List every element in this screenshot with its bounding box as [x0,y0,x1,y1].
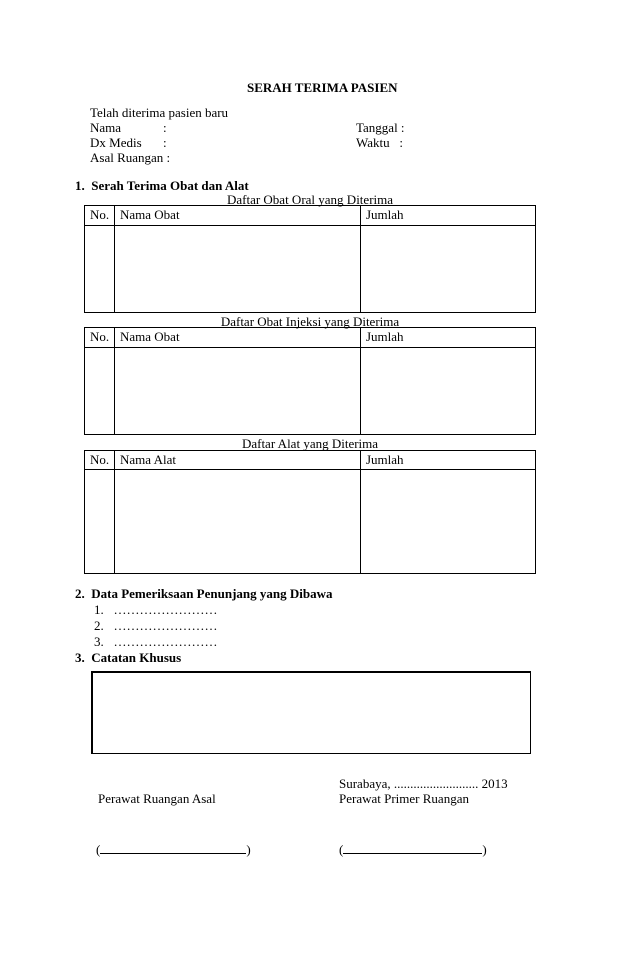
header-no: No. [85,451,115,470]
header-quantity: Jumlah [361,206,536,226]
tools-table-caption: Daftar Alat yang Diterima [241,436,379,451]
oral-medicine-table [84,205,536,313]
place-date: Surabaya, .......................... 2013 [339,776,508,791]
table-row [85,470,536,574]
list-item[interactable]: 1. …………………… [94,602,218,617]
injection-medicine-table [84,327,536,435]
section3-heading: 3. Catatan Khusus [75,650,182,665]
origin-label: Asal Ruangan : [90,150,171,165]
dx-colon: : [163,135,167,150]
cell-tool-name[interactable] [115,470,361,574]
dx-label: Dx Medis [90,135,142,150]
header-quantity: Jumlah [361,451,536,470]
header-no: No. [85,328,115,348]
header-medicine-name: Nama Obat [115,328,361,348]
signature-underline [343,841,482,854]
table-header-row [85,328,536,348]
table-row [85,226,536,313]
cell-quantity[interactable] [361,348,536,435]
special-notes-box[interactable] [91,671,531,754]
section2-heading: 2. Data Pemeriksaan Penunjang yang Dibawa [75,586,333,601]
close-paren: ) [482,842,487,857]
left-signature-line[interactable] [96,841,251,857]
cell-quantity[interactable] [361,226,536,313]
cell-no[interactable] [85,470,115,574]
right-signature-line[interactable] [339,841,487,857]
tools-table [84,450,536,574]
intro-text: Telah diterima pasien baru [90,105,229,120]
signature-underline [100,841,246,854]
cell-no[interactable] [85,226,115,313]
injection-table-caption: Daftar Obat Injeksi yang Diterima [220,314,400,329]
document-title: SERAH TERIMA PASIEN [247,80,398,95]
list-item[interactable]: 3. …………………… [94,634,218,649]
right-signer-role: Perawat Primer Ruangan [339,791,469,806]
cell-quantity[interactable] [361,470,536,574]
cell-medicine-name[interactable] [115,226,361,313]
oral-table-caption: Daftar Obat Oral yang Diterima [226,192,394,207]
open-paren: ( [96,842,101,857]
table-header-row [85,451,536,470]
date-label: Tanggal : [356,120,405,135]
time-label: Waktu : [356,135,403,150]
table-header-row [85,206,536,226]
open-paren: ( [339,842,344,857]
cell-medicine-name[interactable] [115,348,361,435]
header-no: No. [85,206,115,226]
header-medicine-name: Nama Obat [115,206,361,226]
name-colon: : [163,120,167,135]
name-label: Nama [90,120,122,135]
header-tool-name: Nama Alat [115,451,361,470]
left-signer-role: Perawat Ruangan Asal [98,791,216,806]
header-quantity: Jumlah [361,328,536,348]
table-row [85,348,536,435]
cell-no[interactable] [85,348,115,435]
close-paren: ) [246,842,251,857]
list-item[interactable]: 2. …………………… [94,618,218,633]
section1-heading: 1. Serah Terima Obat dan Alat [75,178,249,193]
